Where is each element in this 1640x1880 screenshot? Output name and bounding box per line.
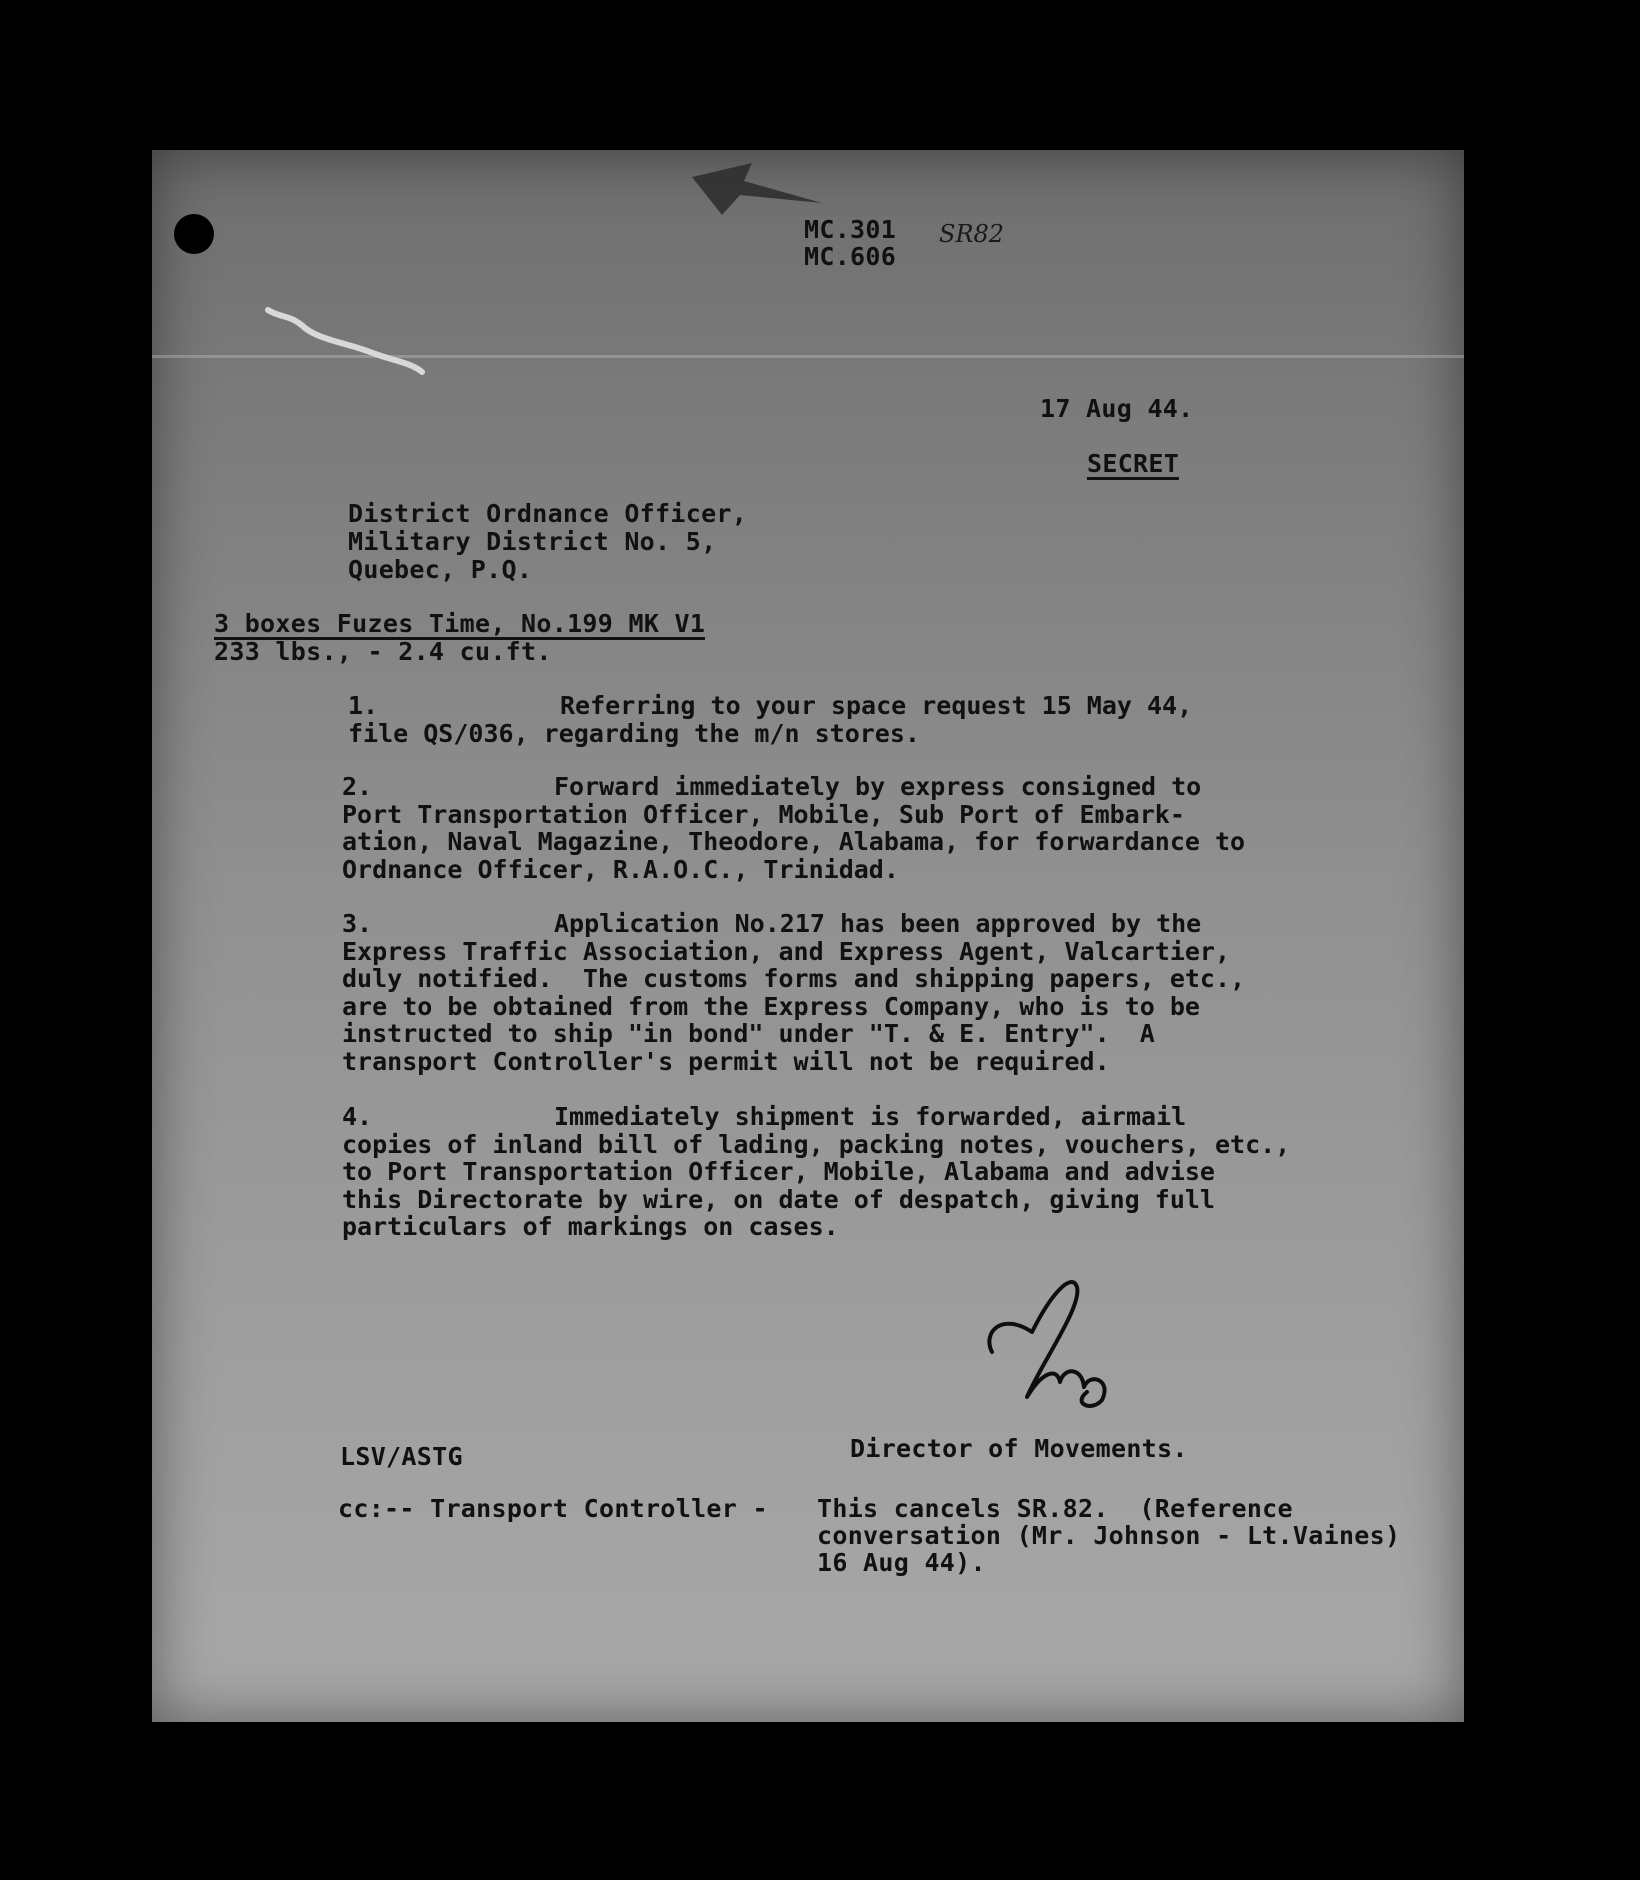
paragraph-line: copies of inland bill of lading, packing notes, vouchers, etc.,: [342, 1129, 1291, 1159]
paragraph-line: ation, Naval Magazine, Theodore, Alabama, for forwardance to: [342, 827, 1246, 856]
paragraph-2: [342, 773, 1245, 883]
cc-line-1: This cancels SR.82. (Reference: [817, 1494, 1293, 1523]
file-ref-2: MC.606: [804, 242, 897, 271]
letter-date: 17 Aug 44.: [1040, 394, 1194, 423]
paragraph-4: [342, 1103, 1290, 1241]
paragraph-line: Application No.217 has been approved by the: [554, 909, 1202, 938]
paragraph-line: duly notified. The customs forms and shipping papers, etc.,: [342, 964, 1246, 993]
cc-line-2: conversation (Mr. Johnson - Lt.Vaines): [817, 1521, 1401, 1550]
cc-line-3: 16 Aug 44).: [817, 1548, 986, 1577]
classification-stamp: SECRET: [1087, 449, 1180, 478]
paragraph-line: transport Controller's permit will not be required.: [342, 1046, 1110, 1076]
paragraph-line: Referring to your space request 15 May 44,: [560, 691, 1193, 720]
paragraph-line: Express Traffic Association, and Express Agent, Valcartier,: [342, 936, 1231, 966]
subject-line-1: 3 boxes Fuzes Time, No.199 MK V1: [214, 609, 706, 638]
paragraph-line: file QS/036, regarding the m/n stores.: [348, 718, 920, 748]
paragraph-line: Port Transportation Officer, Mobile, Sub Port of Embark-: [342, 799, 1185, 829]
paragraph-3: [342, 910, 1245, 1075]
paragraph-number: 1.: [348, 691, 379, 720]
file-ref-1: MC.301: [804, 215, 897, 244]
paragraph-line: instructed to ship "in bond" under "T. & E. Entry". A: [342, 1019, 1155, 1048]
addressee-line-2: Military District No. 5,: [348, 527, 717, 556]
handwritten-signature: [972, 1272, 1122, 1412]
subject-line-2: 233 lbs., - 2.4 cu.ft.: [214, 637, 552, 666]
paragraph-1: [348, 692, 1192, 747]
handwritten-ref: SR82: [939, 220, 1005, 248]
paragraph-line: to Port Transportation Officer, Mobile, Alabama and advise: [342, 1157, 1215, 1186]
signatory-title: Director of Movements.: [850, 1434, 1188, 1463]
paragraph-line: Immediately shipment is forwarded, airmail: [554, 1102, 1187, 1131]
paragraph-line: are to be obtained from the Express Company, who is to be: [342, 991, 1200, 1021]
paper-tear-mark: [260, 300, 430, 380]
reference-initials: LSV/ASTG: [340, 1442, 463, 1471]
paragraph-number: 2.: [342, 772, 373, 801]
paragraph-line: this Directorate by wire, on date of despatch, giving full: [342, 1184, 1215, 1214]
paragraph-line: Forward immediately by express consigned to: [554, 772, 1202, 801]
paragraph-line: particulars of markings on cases.: [342, 1212, 839, 1241]
addressee-line-1: District Ordnance Officer,: [348, 499, 748, 528]
cc-label: cc:-- Transport Controller -: [338, 1494, 768, 1523]
punch-hole: [174, 214, 214, 254]
addressee-line-3: Quebec, P.Q.: [348, 555, 533, 584]
paragraph-line: Ordnance Officer, R.A.O.C., Trinidad.: [342, 854, 899, 884]
paragraph-number: 3.: [342, 909, 373, 938]
paragraph-number: 4.: [342, 1102, 373, 1131]
document-page: [152, 150, 1464, 1722]
